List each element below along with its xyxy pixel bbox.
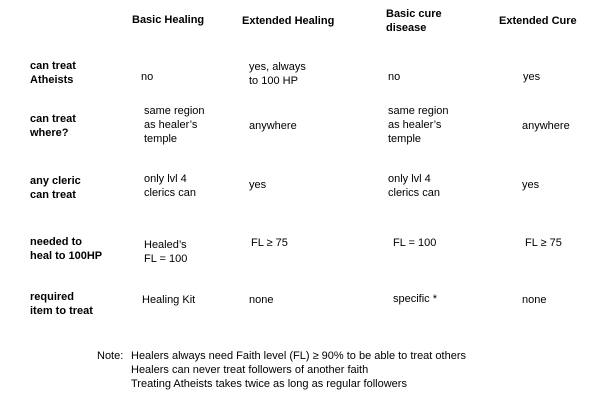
table-cell — [523, 70, 540, 84]
cell-line: only lvl 4 — [388, 173, 431, 185]
row-label-line: any cleric — [30, 175, 81, 187]
note-line: Healers always need Faith level (FL) ≥ 90% to be able to treat others — [131, 350, 466, 362]
cell-line: only lvl 4 — [144, 173, 187, 185]
cell-line: yes — [522, 179, 540, 191]
row-label-line: can treat — [30, 189, 76, 201]
table-cell — [388, 104, 449, 146]
table-cell — [144, 104, 205, 146]
row-label-line: required — [30, 291, 75, 303]
row-label-required-item — [30, 290, 93, 318]
cell-line: no — [388, 71, 401, 83]
cell-line: yes — [249, 179, 267, 191]
cell-line: anywhere — [522, 120, 570, 132]
cell-line: clerics can — [144, 187, 196, 199]
cell-line: FL = 100 — [393, 237, 437, 249]
column-header-line: Basic cure — [386, 8, 442, 20]
table-cell — [388, 172, 440, 200]
row-label-can-treat-atheists — [30, 59, 76, 87]
column-header-extended-healing — [242, 14, 334, 28]
cell-line: temple — [388, 133, 422, 145]
cell-line: temple — [144, 133, 178, 145]
table-cell — [393, 292, 437, 306]
table-cell — [522, 119, 570, 133]
row-label-line: can treat — [30, 113, 76, 125]
table-cell — [141, 70, 153, 84]
table-cell — [142, 293, 195, 307]
table-cell — [249, 60, 306, 88]
cell-line: to 100 HP — [249, 75, 298, 87]
row-label-can-treat-where — [30, 112, 76, 140]
table-cell — [525, 236, 562, 250]
cell-line: specific * — [393, 293, 438, 305]
table-cell — [144, 238, 187, 266]
cell-line: yes — [523, 71, 541, 83]
column-header-basic-cure-disease — [386, 7, 442, 35]
column-header-line: Extended Healing — [242, 15, 335, 27]
row-label-line: where? — [30, 127, 69, 139]
table-cell — [393, 236, 436, 250]
cell-line: Healed’s — [144, 239, 187, 251]
note-line: Treating Atheists takes twice as long as regular followers — [131, 378, 407, 390]
row-label-line: can treat — [30, 60, 76, 72]
cell-line: clerics can — [388, 187, 440, 199]
cell-line: same region — [388, 105, 449, 117]
cell-line: none — [249, 294, 274, 306]
cell-line: same region — [144, 105, 205, 117]
table-cell — [522, 178, 539, 192]
row-label-needed-to-heal — [30, 235, 102, 263]
cell-line: as healer’s — [388, 119, 442, 131]
cell-line: Healing Kit — [142, 294, 196, 306]
cell-line: none — [522, 294, 547, 306]
row-label-line: heal to 100HP — [30, 250, 103, 262]
note-prefix: Note: — [97, 350, 124, 362]
table-cell — [522, 293, 546, 307]
column-header-line: Basic Healing — [132, 14, 205, 26]
cell-line: FL ≥ 75 — [251, 237, 288, 249]
row-label-line: Atheists — [30, 74, 74, 86]
table-cell — [144, 172, 196, 200]
cell-line: no — [141, 71, 154, 83]
row-label-line: item to treat — [30, 305, 93, 317]
table-cell — [251, 236, 288, 250]
cell-line: yes, always — [249, 61, 306, 73]
table-cell — [388, 70, 400, 84]
table-cell — [249, 119, 297, 133]
cell-line: anywhere — [249, 120, 297, 132]
table-cell — [249, 178, 266, 192]
row-label-line: needed to — [30, 236, 82, 248]
column-header-line: disease — [386, 22, 427, 34]
cell-line: FL = 100 — [144, 253, 188, 265]
table-cell — [249, 293, 273, 307]
column-header-line: Extended Cure — [499, 15, 577, 27]
cell-line: as healer’s — [144, 119, 198, 131]
column-header-extended-cure — [499, 14, 577, 28]
note-line: Healers can never treat followers of another faith — [131, 364, 369, 376]
cell-line: FL ≥ 75 — [525, 237, 562, 249]
column-header-basic-healing — [132, 13, 204, 27]
row-label-any-cleric-can-treat — [30, 174, 81, 202]
